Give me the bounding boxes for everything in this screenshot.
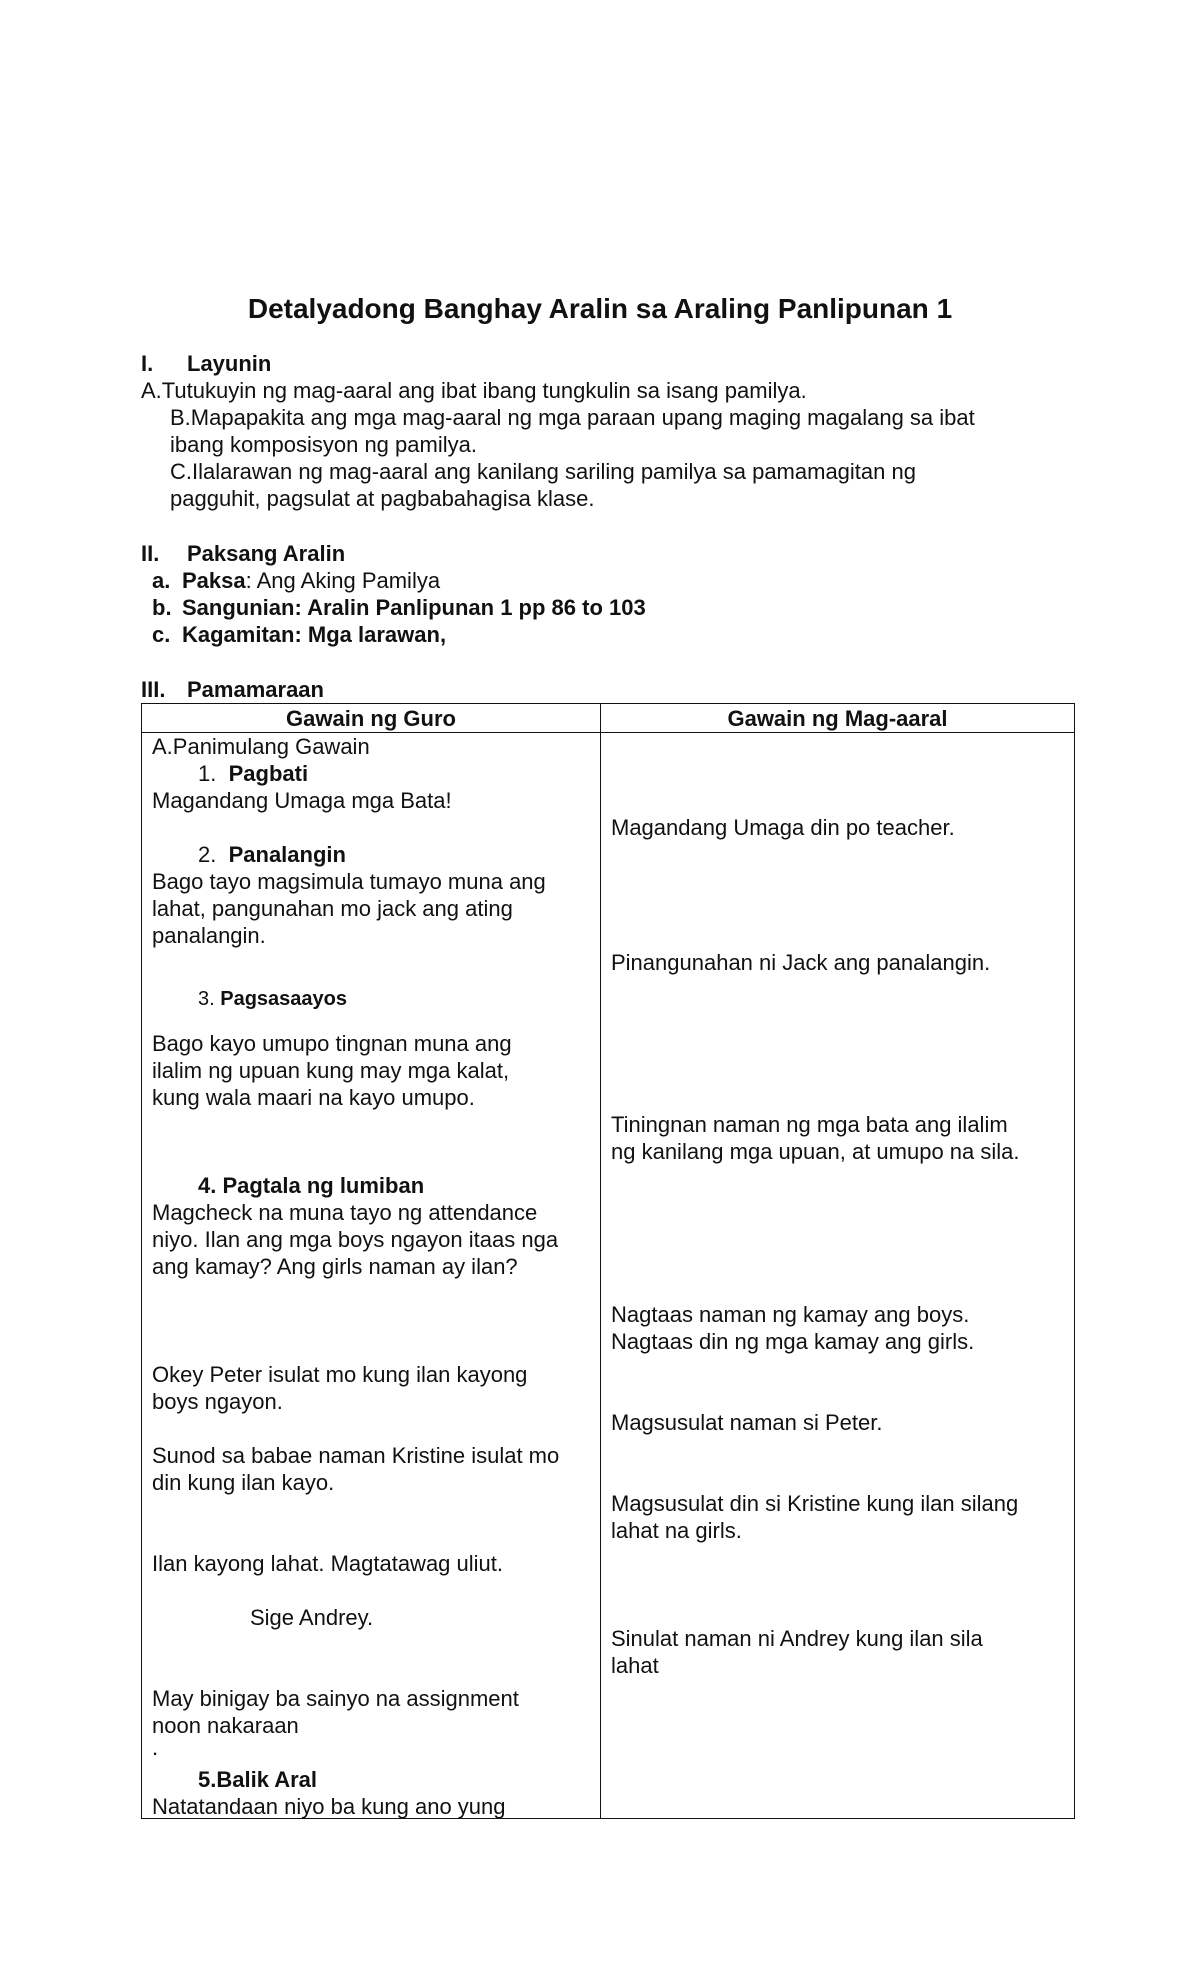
pagsasaayos-line-2: ilalim ng upuan kung may mga kalat, xyxy=(152,1058,510,1083)
response-2: Pinangunahan ni Jack ang panalangin. xyxy=(611,950,991,975)
response-6-line-2: lahat na girls. xyxy=(611,1518,742,1543)
column-header-magaaral: Gawain ng Mag-aaral xyxy=(727,706,948,731)
objective-c-line-2: pagguhit, pagsulat at pagbabahagisa klase. xyxy=(170,486,595,511)
section-1-heading xyxy=(141,350,271,377)
panalangin-label: Panalangin xyxy=(228,842,346,867)
subject-item-b xyxy=(152,594,646,621)
kristine-line-2: din kung ilan kayo. xyxy=(152,1470,335,1495)
section-3-number: III. xyxy=(141,677,166,702)
lahat-text: Ilan kayong lahat. Magtatawag uliut. xyxy=(152,1551,504,1576)
peter-line-1: Okey Peter isulat mo kung ilan kayong xyxy=(152,1362,528,1387)
panalangin-line-2: lahat, pangunahan mo jack ang ating xyxy=(152,896,513,921)
item-a-key: Paksa xyxy=(182,568,246,593)
pagsasaayos-number: 3. xyxy=(198,988,215,1010)
response-5: Magsusulat naman si Peter. xyxy=(611,1410,883,1435)
balik-aral-heading: 5.Balik Aral xyxy=(198,1767,318,1792)
balik-aral-line-1: Natatandaan niyo ba kung ano yung xyxy=(152,1794,506,1819)
panalangin-number: 2. xyxy=(198,842,217,867)
panalangin-line-3: panalangin. xyxy=(152,923,266,948)
column-header-guro: Gawain ng Guro xyxy=(286,706,456,731)
andrey-text: Sige Andrey. xyxy=(250,1605,374,1630)
pagbati-text: Magandang Umaga mga Bata! xyxy=(152,788,452,813)
item-a-value: : Ang Aking Pamilya xyxy=(245,568,441,593)
pagbati-heading xyxy=(198,760,308,787)
pagbati-label: Pagbati xyxy=(228,761,309,786)
pagtala-line-3: ang kamay? Ang girls naman ay ilan? xyxy=(152,1254,518,1279)
panimulang-gawain: A.Panimulang Gawain xyxy=(152,734,370,759)
section-1-title: Layunin xyxy=(187,351,272,376)
item-c-label: c. xyxy=(152,622,171,647)
pagbati-number: 1. xyxy=(198,761,217,786)
objective-c-line-1: C.Ilalarawan ng mag-aaral ang kanilang sariling pamilya sa pamamagitan ng xyxy=(170,459,916,484)
objective-a: A.Tutukuyin ng mag-aaral ang ibat ibang tungkulin sa isang pamilya. xyxy=(141,378,807,403)
column-divider xyxy=(600,704,601,1818)
response-1: Magandang Umaga din po teacher. xyxy=(611,815,955,840)
section-3-title: Pamamaraan xyxy=(187,677,324,702)
pagsasaayos-line-3: kung wala maari na kayo umupo. xyxy=(152,1085,475,1110)
response-3-line-1: Tiningnan naman ng mga bata ang ilalim xyxy=(611,1112,1008,1137)
pagtala-line-2: niyo. Ilan ang mga boys ngayon itaas nga xyxy=(152,1227,559,1252)
kristine-line-1: Sunod sa babae naman Kristine isulat mo xyxy=(152,1443,560,1468)
pagtala-heading: 4. Pagtala ng lumiban xyxy=(198,1173,425,1198)
section-1-number: I. xyxy=(141,351,154,376)
panalangin-heading xyxy=(198,841,346,868)
document-title: Detalyadong Banghay Aralin sa Araling Panlipunan 1 xyxy=(247,293,953,324)
item-a-label: a. xyxy=(152,568,171,593)
objective-b-line-2: ibang komposisyon ng pamilya. xyxy=(170,432,477,457)
pagtala-line-1: Magcheck na muna tayo ng attendance xyxy=(152,1200,538,1225)
peter-line-2: boys ngayon. xyxy=(152,1389,283,1414)
subject-item-a xyxy=(152,567,440,594)
item-b-text: Sangunian: Aralin Panlipunan 1 pp 86 to 103 xyxy=(182,595,646,620)
section-2-title: Paksang Aralin xyxy=(187,541,346,566)
subject-item-c xyxy=(152,621,446,648)
response-6-line-1: Magsusulat din si Kristine kung ilan silang xyxy=(611,1491,1019,1516)
assignment-line-1: May binigay ba sainyo na assignment xyxy=(152,1686,519,1711)
pagsasaayos-label: Pagsasaayos xyxy=(220,988,348,1010)
panalangin-line-1: Bago tayo magsimula tumayo muna ang xyxy=(152,869,546,894)
item-c-text: Kagamitan: Mga larawan, xyxy=(182,622,447,647)
dot-text: . xyxy=(152,1735,159,1760)
section-2-heading xyxy=(141,540,345,567)
item-b-label: b. xyxy=(152,595,172,620)
pagsasaayos-heading xyxy=(198,986,347,1013)
response-4-line-1: Nagtaas naman ng kamay ang boys. xyxy=(611,1302,970,1327)
section-3-heading xyxy=(141,676,324,703)
response-7-line-1: Sinulat naman ni Andrey kung ilan sila xyxy=(611,1626,983,1651)
response-3-line-2: ng kanilang mga upuan, at umupo na sila. xyxy=(611,1139,1020,1164)
procedure-table xyxy=(141,703,1075,1819)
section-2-number: II. xyxy=(141,541,160,566)
pagsasaayos-line-1: Bago kayo umupo tingnan muna ang xyxy=(152,1031,512,1056)
objective-b-line-1: B.Mapapakita ang mga mag-aaral ng mga paraan upang maging magalang sa ibat xyxy=(170,405,975,430)
assignment-line-2: noon nakaraan xyxy=(152,1713,299,1738)
response-7-line-2: lahat xyxy=(611,1653,659,1678)
response-4-line-2: Nagtaas din ng mga kamay ang girls. xyxy=(611,1329,975,1354)
